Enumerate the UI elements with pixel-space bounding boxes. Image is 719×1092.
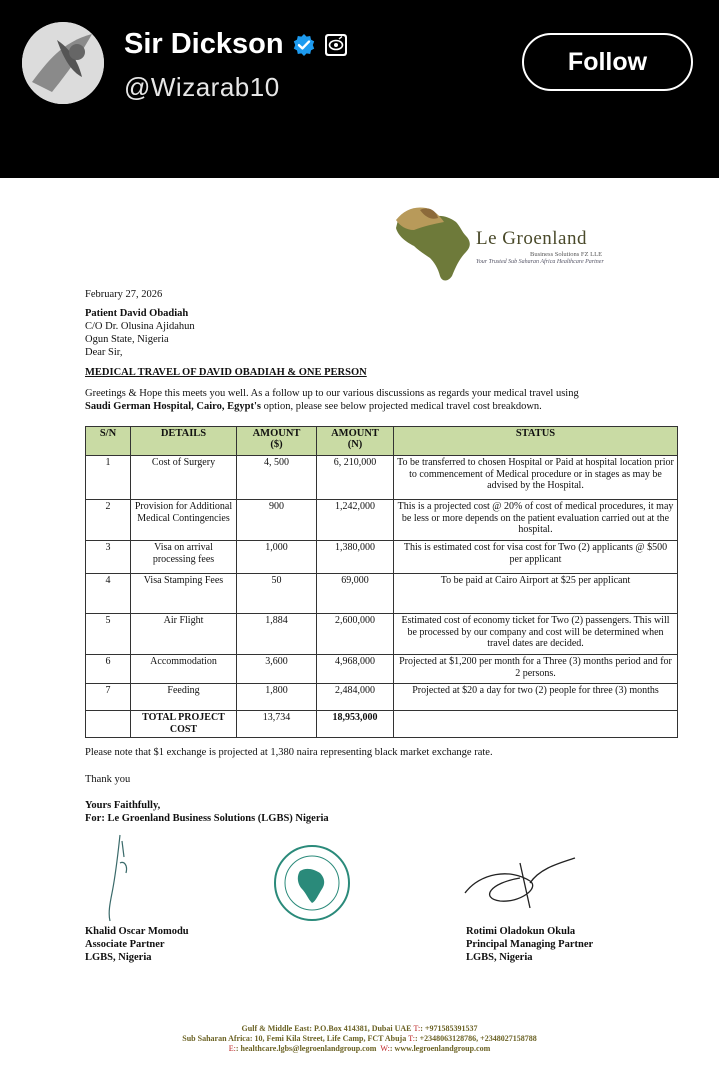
table-cell: Visa Stamping Fees [131,574,237,614]
table-cell: This is estimated cost for visa cost for Two (2) applicants @ $500 per applicant [394,541,678,574]
total-ngn: 18,953,000 [317,711,394,738]
table-cell: Air Flight [131,614,237,655]
profile-name-row [124,28,348,61]
recipient-address-1: C/O Dr. Olusina Ajidahun [85,321,195,332]
recipient-address-2: Ogun State, Nigeria [85,334,169,345]
brand-subtitle: Business Solutions FZ LLE [530,251,603,258]
affiliate-badge-icon [324,33,348,57]
footer-tel-1: : +971585391537 [420,1024,478,1033]
letter-subject: MEDICAL TRAVEL OF DAVID OBADIAH & ONE PERSON [85,367,367,378]
table-row [86,541,678,574]
table-cell: Feeding [131,684,237,711]
footer-address-1: Gulf & Middle East: P.O.Box 414381, Dubai UAE [241,1024,414,1033]
table-cell: 900 [237,500,317,541]
col-header: S/N [86,427,131,456]
footer-tel-label: T: [413,1024,421,1033]
table-cell: 4, 500 [237,456,317,500]
thank-you: Thank you [85,774,131,785]
intro-line-2 [85,401,542,413]
footer-email-label: E: [228,1044,236,1053]
avatar-photo-icon [22,22,104,104]
intro-line-1: Greetings & Hope this meets you well. As a follow up to our various discussions as regards your medical travel using [85,388,579,399]
footer-tel-label: T: [408,1034,415,1043]
table-cell: 69,000 [317,574,394,614]
table-row [86,456,678,500]
verified-badge-icon [292,33,316,57]
footer-website[interactable]: : www.legroenlandgroup.com [389,1044,491,1053]
letter-date: February 27, 2026 [85,289,163,300]
hospital-name: Saudi German Hospital, Cairo, Egypt's [85,401,261,412]
table-cell: To be transferred to chosen Hospital or Paid at hospital location prior to commencement of Medical procedure or in stages as may be advised by the Hospital. [394,456,678,500]
table-header-row [86,427,678,456]
signer-1-title: Associate Partner [85,939,165,950]
col-header: STATUS [394,427,678,456]
total-label: TOTAL PROJECT COST [131,711,237,738]
signer-2-title: Principal Managing Partner [466,939,594,950]
table-row [86,655,678,684]
brand-name: Le Groenland [476,228,587,249]
table-cell [86,711,131,738]
total-usd: 13,734 [237,711,317,738]
table-cell: 2,600,000 [317,614,394,655]
table-cell: 3 [86,541,131,574]
table-cell: Visa on arrival processing fees [131,541,237,574]
col-header: DETAILS [131,427,237,456]
salutation: Dear Sir, [85,347,123,358]
table-cell: Projected at $20 a day for two (2) people for three (3) months [394,684,678,711]
closing: Yours Faithfully, [85,800,161,811]
table-cell: To be paid at Cairo Airport at $25 per applicant [394,574,678,614]
table-cell: 50 [237,574,317,614]
letter-document [0,178,719,1092]
signature-1-icon [100,833,140,923]
intro-line-2-rest: option, please see below projected medical travel cost breakdown. [261,401,542,412]
follow-button[interactable]: Follow [522,33,693,91]
signer-1-name: Khalid Oscar Momodu [85,926,189,937]
table-row [86,614,678,655]
table-cell: 1 [86,456,131,500]
table-cell: 1,242,000 [317,500,394,541]
table-cell: Provision for Additional Medical Contingencies [131,500,237,541]
footer-web-label: W: [380,1044,390,1053]
table-cell: 1,000 [237,541,317,574]
table-row [86,574,678,614]
col-header: AMOUNT (N) [317,427,394,456]
footer-address-2: Sub Saharan Africa: 10, Femi Kila Street, Life Camp, FCT Abuja [182,1034,409,1043]
signature-2-icon [460,853,580,918]
table-cell: This is a projected cost @ 20% of cost of medical procedures, it may be less or more depends on the patient evaluation carried out at the hospital. [394,500,678,541]
col-header: AMOUNT ($) [237,427,317,456]
exchange-note: Please note that $1 exchange is projected at 1,380 naira representing black market exchange rate. [85,747,493,758]
cost-breakdown-table [85,426,678,738]
table-cell: 4,968,000 [317,655,394,684]
signer-2-org: LGBS, Nigeria [466,952,533,963]
table-cell: Accommodation [131,655,237,684]
table-cell: 1,884 [237,614,317,655]
footer-tel-2: : +2348063128786, +2348027158788 [414,1034,537,1043]
table-cell: Projected at $1,200 per month for a Three (3) months period and for 2 persons. [394,655,678,684]
table-cell: 1,380,000 [317,541,394,574]
table-cell: 1,800 [237,684,317,711]
table-row [86,500,678,541]
signer-2-name: Rotimi Oladokun Okula [466,926,576,937]
table-cell: 5 [86,614,131,655]
display-name[interactable]: Sir Dickson [124,28,284,60]
company-seal-icon [272,843,352,923]
letter-footer [0,1024,719,1054]
company-line: For: Le Groenland Business Solutions (LGBS) Nigeria [85,813,329,824]
footer-line-2 [0,1034,719,1044]
table-total-row [86,711,678,738]
table-cell: 3,600 [237,655,317,684]
table-cell: 7 [86,684,131,711]
recipient-name: Patient David Obadiah [85,308,189,319]
avatar[interactable] [22,22,104,104]
footer-line-1 [0,1024,719,1034]
profile-header [0,0,719,178]
signer-1-org: LGBS, Nigeria [85,952,152,963]
table-cell: 2 [86,500,131,541]
table-cell: 6, 210,000 [317,456,394,500]
user-handle[interactable]: @Wizarab10 [124,72,280,102]
table-cell: Estimated cost of economy ticket for Two (2) passengers. This will be processed by our company and cost will be determined when travel dates are decided. [394,614,678,655]
table-cell: Cost of Surgery [131,456,237,500]
table-cell: 4 [86,574,131,614]
footer-email[interactable]: : healthcare.lgbs@legroenlandgroup.com [235,1044,377,1053]
table-cell [394,711,678,738]
brand-tagline: Your Trusted Sub Saharan Africa Healthcare Partner [476,259,604,265]
table-cell: 6 [86,655,131,684]
footer-line-3 [0,1044,719,1054]
table-row [86,684,678,711]
table-cell: 2,484,000 [317,684,394,711]
